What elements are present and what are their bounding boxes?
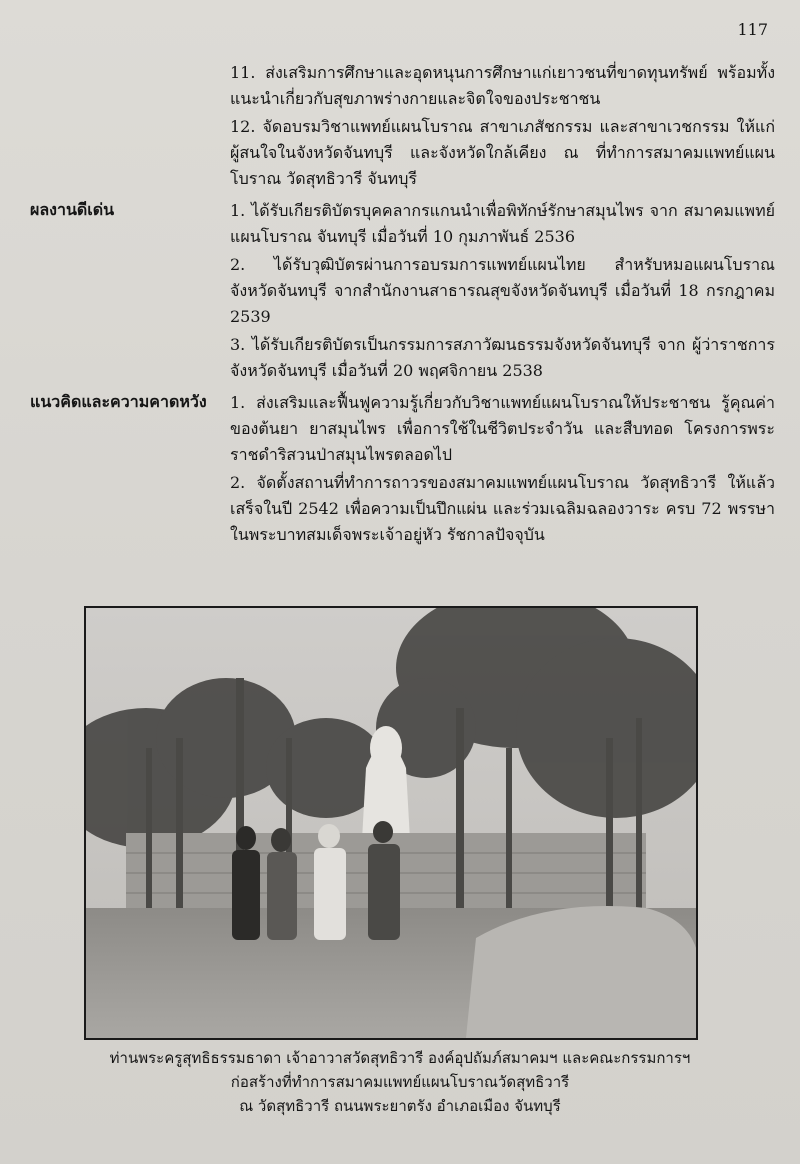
caption-line: ก่อสร้างที่ทำการสมาคมแพทย์แผนโบราณวัดสุทธิวารี — [230, 1073, 570, 1091]
list-item: 12. จัดอบรมวิชาแพทย์แผนโบราณ สาขาเภสัชกรรม และสาขาเวชกรรม ให้แก่ผู้สนใจในจังหวัดจันทบุรี และจังหวัดใกล้เคียง ณ ที่ทำการสมาคมแพทย์แผนโบราณ วัดสุทธิวารี จันทบุรี — [230, 117, 775, 188]
list-item: 1. ได้รับเกียรติบัตรบุคคลากรแกนนำเพื่อพิทักษ์รักษาสมุนไพร จาก สมาคมแพทย์แผนโบราณ จันทบุรี เมื่อวันที่ 10 กุมภาพันธ์ 2536 — [230, 201, 775, 246]
section-vision — [30, 390, 775, 548]
list-item: 11. ส่งเสริมการศึกษาและอุดหนุนการศึกษาแก่เยาวชนที่ขาดทุนทรัพย์ พร้อมทั้งแนะนำเกี่ยวกับสุขภาพร่างกายและจิตใจของประชาชน — [230, 63, 775, 108]
photo-illustration — [86, 608, 696, 1038]
section-label: ผลงานดีเด่น — [30, 200, 115, 219]
list-item: 2. จัดตั้งสถานที่ทำการถาวรของสมาคมแพทย์แผนโบราณ วัดสุทธิวารี ให้แล้วเสร็จในปี 2542 เพื่อความเป็นปึกแผ่น และร่วมเฉลิมฉลองวาระ ครบ 72 พรรษา ในพระบาทสมเด็จพระเจ้าอยู่หัว รัชกาลปัจจุบัน — [230, 473, 775, 544]
list-item: 1. ส่งเสริมและฟื้นฟูความรู้เกี่ยวกับวิชาแพทย์แผนโบราณให้ประชาชน รู้คุณค่าของต้นยา ยาสมุนไพร เพื่อการใช้ในชีวิตประจำวัน และสืบทอด โครงการพระราชดำริสวนป่าสมุนไพรตลอดไป — [230, 393, 775, 464]
section-items — [230, 390, 775, 548]
content-list — [30, 60, 775, 554]
caption-line: ณ วัดสุทธิวารี ถนนพระยาตรัง อำเภอเมือง จันทบุรี — [239, 1097, 561, 1115]
list-item: 2. ได้รับวุฒิบัตรผ่านการอบรมการแพทย์แผนไทย สำหรับหมอแผนโบราณ จังหวัดจันทบุรี จากสำนักงานสาธารณสุขจังหวัดจันทบุรี เมื่อวันที่ 18 กรกฎาคม 2539 — [230, 255, 775, 326]
section-items — [230, 60, 775, 192]
section-label: แนวคิดและความคาดหวัง — [30, 392, 207, 411]
caption-line: ท่านพระครูสุทธิธรรมธาดา เจ้าอาวาสวัดสุทธิวารี องค์อุปถัมภ์สมาคมฯ และคณะกรรมการฯ — [109, 1049, 691, 1067]
photograph — [84, 606, 698, 1040]
photo-caption — [30, 1046, 770, 1118]
list-item: 3. ได้รับเกียรติบัตรเป็นกรรมการสภาวัฒนธรรมจังหวัดจันทบุรี จาก ผู้ว่าราชการจังหวัดจันทบุรี เมื่อวันที่ 20 พฤศจิกายน 2538 — [230, 335, 775, 380]
section-objectives — [30, 60, 775, 192]
page-number: 117 — [737, 20, 768, 39]
section-achievements — [30, 198, 775, 384]
section-items — [230, 198, 775, 384]
